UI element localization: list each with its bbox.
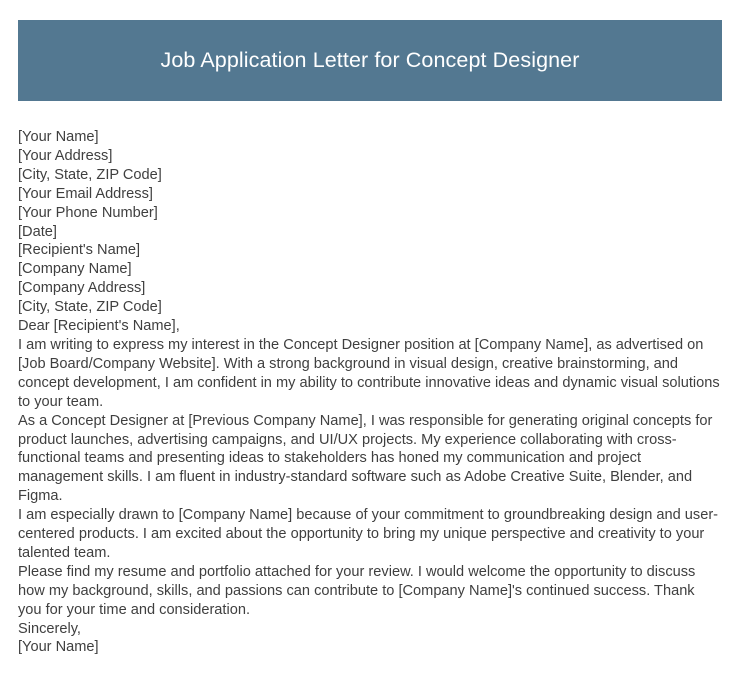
recipient-company-address: [Company Address] bbox=[18, 280, 146, 297]
letter-signature: [Your Name] bbox=[18, 639, 99, 656]
letter-paragraph-4: Please find my resume and portfolio attached for your review. I would welcome the opportunity to discuss how my background, skills, and passions can contribute to [Company Name]'s continued success. Thank you for your time and consideration. bbox=[18, 563, 696, 618]
sender-city-state-zip: [City, State, ZIP Code] bbox=[18, 166, 162, 183]
document-title: Job Application Letter for Concept Designer bbox=[160, 47, 580, 72]
recipient-address-block bbox=[18, 241, 722, 317]
letter-date: [Date] bbox=[18, 223, 57, 240]
recipient-name: [Recipient's Name] bbox=[18, 242, 141, 259]
letter-paragraph-2: As a Concept Designer at [Previous Company Name], I was responsible for generating original concepts for product launches, advertising campaigns, and UI/UX projects. My experience collaborating with cross-functional teams and presenting ideas to stakeholders has honed my communication and project management skills. I am fluent in industry-standard software such as Adobe Creative Suite, Blender, and Figma. bbox=[18, 412, 713, 505]
letter-closing: Sincerely, bbox=[18, 620, 81, 637]
letter-paragraph-1: I am writing to express my interest in the Concept Designer position at [Company Name], as advertised on [Job Board/Company Website]. With a strong background in visual design, creative brainstorming, and concept development, I am confident in my ability to contribute innovative ideas and dynamic visual solutions to your team. bbox=[18, 336, 720, 410]
sender-address-block bbox=[18, 128, 722, 223]
recipient-company-name: [Company Name] bbox=[18, 261, 132, 278]
sender-email: [Your Email Address] bbox=[18, 185, 153, 202]
letter-paragraph-3: I am especially drawn to [Company Name] because of your commitment to groundbreaking design and user-centered products. I am excited about the opportunity to bring my unique perspective and creativity to your talented team. bbox=[18, 507, 719, 561]
letter-salutation: Dear [Recipient's Name], bbox=[18, 318, 180, 335]
sender-address: [Your Address] bbox=[18, 147, 113, 164]
sender-name: [Your Name] bbox=[18, 129, 99, 145]
letter-body bbox=[18, 128, 722, 657]
sender-phone: [Your Phone Number] bbox=[18, 204, 158, 221]
recipient-city-state-zip: [City, State, ZIP Code] bbox=[18, 299, 162, 316]
document-header-banner bbox=[18, 20, 722, 101]
